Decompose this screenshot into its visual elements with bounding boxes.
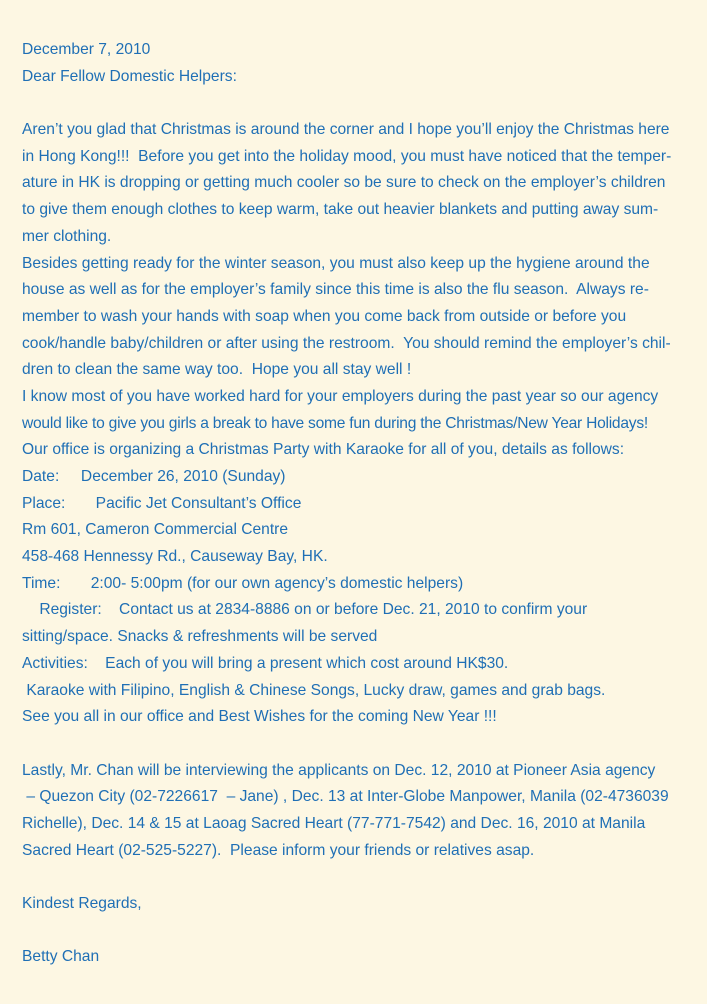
paragraph-hygiene	[22, 251, 697, 384]
detail-activities-cont: Karaoke with Filipino, English & Chinese Songs, Lucky draw, games and grab bags.	[22, 681, 606, 699]
detail-address-street: 458-468 Hennessy Rd., Causeway Bay, HK.	[22, 548, 328, 566]
text-line: in Hong Kong!!! Before you get into the holiday mood, you must have noticed that the temper-	[22, 147, 672, 165]
text-line: I know most of you have worked hard for your employers during the past year so our agency	[22, 387, 659, 405]
letter	[22, 37, 697, 971]
text-line: Richelle), Dec. 14 & 15 at Laoag Sacred Heart (77-771-7542) and Dec. 16, 2010 at Manila	[22, 814, 646, 832]
text-line: mer clothing.	[22, 227, 112, 245]
text-line: – Quezon City (02-7226617 – Jane) , Dec. 13 at Inter-Globe Manpower, Manila (02-4736039	[22, 788, 669, 806]
paragraph-party	[22, 384, 697, 464]
signature: Betty Chan	[22, 948, 100, 966]
detail-wishes: See you all in our office and Best Wishes for the coming New Year !!!	[22, 708, 497, 726]
text-line: ature in HK is dropping or getting much cooler so be sure to check on the employer’s children	[22, 174, 666, 192]
text-line: member to wash your hands with soap when you come back from outside or before you	[22, 307, 627, 325]
letter-date: December 7, 2010	[22, 41, 151, 58]
spacer	[22, 918, 697, 945]
text-line: would like to give you girls a break to have some fun during the Christmas/New Year Holidays!	[22, 414, 648, 432]
text-line: Sacred Heart (02-525-5227). Please inform your friends or relatives asap.	[22, 841, 535, 859]
detail-register: Register: Contact us at 2834-8886 on or before Dec. 21, 2010 to confirm your	[22, 601, 588, 619]
detail-activities: Activities: Each of you will bring a present which cost around HK$30.	[22, 654, 509, 672]
salutation: Dear Fellow Domestic Helpers:	[22, 67, 237, 85]
detail-register-cont: sitting/space. Snacks & refreshments will be served	[22, 628, 378, 646]
detail-date: Date: December 26, 2010 (Sunday)	[22, 468, 286, 485]
spacer	[22, 90, 697, 117]
paragraph-interviews	[22, 758, 697, 865]
closing: Kindest Regards,	[22, 895, 142, 912]
detail-place: Place: Pacific Jet Consultant’s Office	[22, 494, 302, 512]
spacer	[22, 864, 697, 891]
text-line: Lastly, Mr. Chan will be interviewing the applicants on Dec. 12, 2010 at Pioneer Asia agency	[22, 761, 656, 779]
detail-address-room: Rm 601, Cameron Commercial Centre	[22, 521, 289, 539]
text-line: Besides getting ready for the winter season, you must also keep up the hygiene around the	[22, 254, 650, 272]
party-details	[22, 464, 697, 731]
text-line: to give them enough clothes to keep warm, take out heavier blankets and putting away sum-	[22, 201, 659, 219]
text-line: Aren’t you glad that Christmas is around the corner and I hope you’ll enjoy the Christmas here	[22, 121, 670, 139]
text-line: Our office is organizing a Christmas Party with Karaoke for all of you, details as follows:	[22, 441, 625, 459]
spacer	[22, 731, 697, 758]
paragraph-christmas-weather	[22, 117, 697, 250]
detail-time: Time: 2:00- 5:00pm (for our own agency’s domestic helpers)	[22, 574, 464, 592]
text-line: dren to clean the same way too. Hope you all stay well !	[22, 361, 412, 379]
text-line: house as well as for the employer’s family since this time is also the flu season. Always re-	[22, 281, 649, 299]
text-line: cook/handle baby/children or after using the restroom. You should remind the employer’s chil-	[22, 334, 671, 352]
